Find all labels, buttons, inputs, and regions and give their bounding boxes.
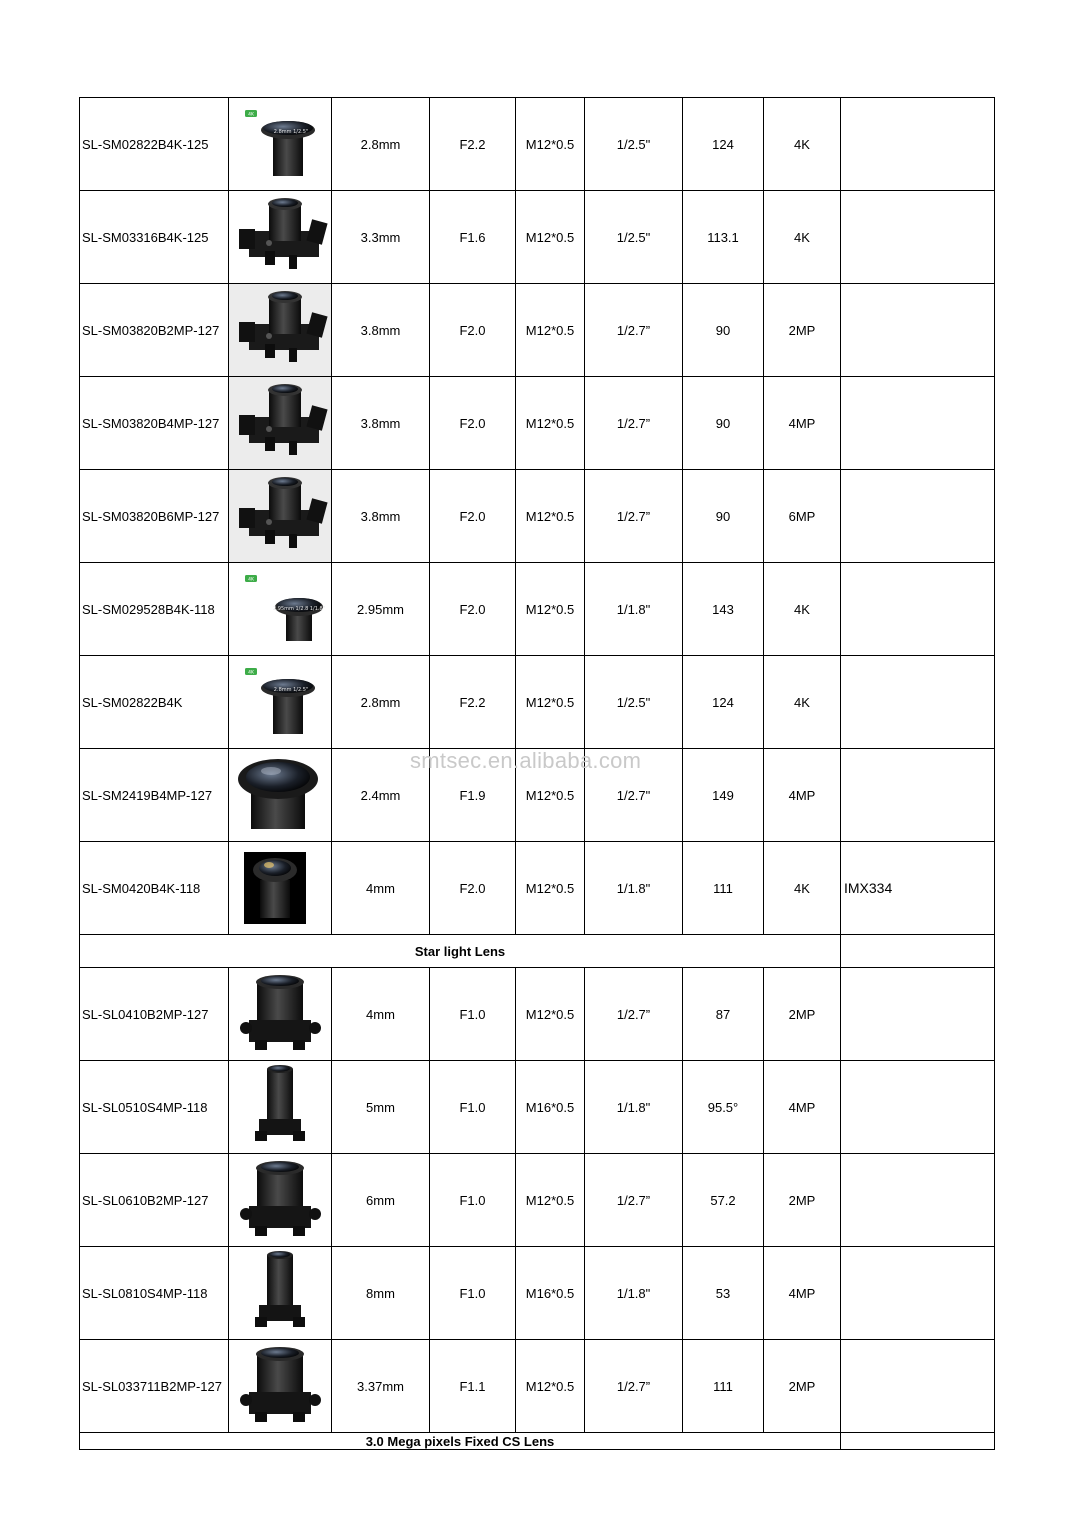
mount-cell: M12*0.5 xyxy=(516,1154,585,1247)
note-cell xyxy=(841,1061,995,1154)
angle-cell: 111 xyxy=(683,1340,764,1433)
aperture-cell: F2.0 xyxy=(430,563,516,656)
lens-wide-icon xyxy=(229,749,332,842)
focal-cell: 3.8mm xyxy=(332,284,430,377)
model-cell: SL-SM03820B4MP-127 xyxy=(80,377,229,470)
aperture-cell: F1.0 xyxy=(430,968,516,1061)
mount-cell: M16*0.5 xyxy=(516,1247,585,1340)
lens-holder-icon xyxy=(229,470,332,563)
table-row xyxy=(80,377,995,470)
svg-text:2.8mm 1/2.5": 2.8mm 1/2.5" xyxy=(273,687,309,693)
aperture-cell: F1.0 xyxy=(430,1061,516,1154)
aperture-cell: F1.1 xyxy=(430,1340,516,1433)
note-cell xyxy=(841,563,995,656)
starlight-long-lens-icon xyxy=(229,1061,332,1154)
resolution-cell: 4MP xyxy=(764,749,841,842)
lens-badged-icon xyxy=(229,98,332,191)
sensor-cell: 1/2.7” xyxy=(585,1340,683,1433)
lens-holder-icon xyxy=(229,191,332,284)
resolution-cell: 2MP xyxy=(764,284,841,377)
starlight-lens-icon xyxy=(229,968,332,1061)
section-title: 3.0 Mega pixels Fixed CS Lens xyxy=(80,1433,841,1450)
svg-text:2.95mm 1/2.8 1/1.8": 2.95mm 1/2.8 1/1.8" xyxy=(273,606,325,612)
aperture-cell: F2.0 xyxy=(430,842,516,935)
angle-cell: 57.2 xyxy=(683,1154,764,1247)
sensor-cell: 1/2.7" xyxy=(585,749,683,842)
resolution-cell: 4K xyxy=(764,656,841,749)
resolution-cell: 2MP xyxy=(764,1154,841,1247)
note-cell xyxy=(841,284,995,377)
lens-holder-icon xyxy=(229,377,332,470)
angle-cell: 124 xyxy=(683,656,764,749)
focal-cell: 3.37mm xyxy=(332,1340,430,1433)
angle-cell: 124 xyxy=(683,98,764,191)
focal-cell: 3.8mm xyxy=(332,470,430,563)
table-row xyxy=(80,1247,995,1340)
angle-cell: 95.5° xyxy=(683,1061,764,1154)
focal-cell: 2.8mm xyxy=(332,656,430,749)
model-cell: SL-SM02822B4K-125 xyxy=(80,98,229,191)
sensor-cell: 1/2.7” xyxy=(585,470,683,563)
table-row xyxy=(80,842,995,935)
table-row xyxy=(80,656,995,749)
aperture-cell: F1.0 xyxy=(430,1247,516,1340)
lens-fisheye-badged-icon xyxy=(229,563,332,656)
model-cell: SL-SL0610B2MP-127 xyxy=(80,1154,229,1247)
focal-cell: 6mm xyxy=(332,1154,430,1247)
sensor-cell: 1/1.8" xyxy=(585,1247,683,1340)
mount-cell: M12*0.5 xyxy=(516,563,585,656)
angle-cell: 90 xyxy=(683,284,764,377)
table-row xyxy=(80,98,995,191)
sensor-cell: 1/2.7” xyxy=(585,377,683,470)
section-empty-cell xyxy=(841,935,995,968)
sensor-cell: 1/1.8" xyxy=(585,1061,683,1154)
note-cell xyxy=(841,191,995,284)
svg-text:2.8mm 1/2.5": 2.8mm 1/2.5" xyxy=(273,129,309,135)
table-row xyxy=(80,191,995,284)
model-cell: SL-SL033711B2MP-127 xyxy=(80,1340,229,1433)
aperture-cell: F2.2 xyxy=(430,656,516,749)
mount-cell: M16*0.5 xyxy=(516,1061,585,1154)
sensor-cell: 1/2.5" xyxy=(585,98,683,191)
table-row xyxy=(80,1061,995,1154)
resolution-cell: 4MP xyxy=(764,377,841,470)
starlight-long-lens-icon xyxy=(229,1247,332,1340)
angle-cell: 113.1 xyxy=(683,191,764,284)
table-row xyxy=(80,1340,995,1433)
model-cell: SL-SL0410B2MP-127 xyxy=(80,968,229,1061)
note-cell xyxy=(841,377,995,470)
aperture-cell: F1.0 xyxy=(430,1154,516,1247)
model-cell: SL-SL0510S4MP-118 xyxy=(80,1061,229,1154)
watermark: smtsec.en.alibaba.com xyxy=(410,748,642,773)
mount-cell: M12*0.5 xyxy=(516,749,585,842)
angle-cell: 111 xyxy=(683,842,764,935)
section-empty-cell xyxy=(841,1433,995,1450)
note-cell xyxy=(841,1154,995,1247)
aperture-cell: F2.2 xyxy=(430,98,516,191)
note-cell xyxy=(841,1247,995,1340)
model-cell: SL-SM02822B4K xyxy=(80,656,229,749)
mount-cell: M12*0.5 xyxy=(516,656,585,749)
table-row xyxy=(80,470,995,563)
angle-cell: 143 xyxy=(683,563,764,656)
note-cell xyxy=(841,656,995,749)
mount-cell: M12*0.5 xyxy=(516,191,585,284)
mount-cell: M12*0.5 xyxy=(516,377,585,470)
note-cell xyxy=(841,470,995,563)
aperture-cell: F2.0 xyxy=(430,284,516,377)
focal-cell: 3.8mm xyxy=(332,377,430,470)
focal-cell: 8mm xyxy=(332,1247,430,1340)
section-row xyxy=(80,935,995,968)
lens-holder-icon xyxy=(229,284,332,377)
focal-cell: 4mm xyxy=(332,968,430,1061)
focal-cell: 2.8mm xyxy=(332,98,430,191)
lens-badge: 4K xyxy=(248,112,254,118)
table-row xyxy=(80,284,995,377)
focal-cell: 3.3mm xyxy=(332,191,430,284)
note-cell xyxy=(841,749,995,842)
mount-cell: M12*0.5 xyxy=(516,1340,585,1433)
sensor-cell: 1/1.8" xyxy=(585,563,683,656)
sensor-cell: 1/2.5" xyxy=(585,191,683,284)
starlight-lens-icon xyxy=(229,1340,332,1433)
model-cell: SL-SM2419B4MP-127 xyxy=(80,749,229,842)
focal-cell: 2.4mm xyxy=(332,749,430,842)
focal-cell: 5mm xyxy=(332,1061,430,1154)
sensor-cell: 1/2.7” xyxy=(585,968,683,1061)
resolution-cell: 4MP xyxy=(764,1247,841,1340)
lens-dark-bg-icon xyxy=(229,842,332,935)
mount-cell: M12*0.5 xyxy=(516,968,585,1061)
angle-cell: 53 xyxy=(683,1247,764,1340)
focal-cell: 4mm xyxy=(332,842,430,935)
lens-badged-icon xyxy=(229,656,332,749)
sensor-cell: 1/2.7” xyxy=(585,1154,683,1247)
focal-cell: 2.95mm xyxy=(332,563,430,656)
resolution-cell: 6MP xyxy=(764,470,841,563)
table-row xyxy=(80,968,995,1061)
aperture-cell: F1.9 xyxy=(430,749,516,842)
lens-badge: 4K xyxy=(248,577,254,583)
resolution-cell: 2MP xyxy=(764,968,841,1061)
model-cell: SL-SM03316B4K-125 xyxy=(80,191,229,284)
aperture-cell: F2.0 xyxy=(430,470,516,563)
resolution-cell: 4K xyxy=(764,191,841,284)
model-cell: SL-SM029528B4K-118 xyxy=(80,563,229,656)
section-row xyxy=(80,1433,995,1450)
note-cell xyxy=(841,968,995,1061)
sensor-cell: 1/2.7” xyxy=(585,284,683,377)
starlight-lens-icon xyxy=(229,1154,332,1247)
section-title: Star light Lens xyxy=(80,935,841,968)
table-row xyxy=(80,1154,995,1247)
sensor-cell: 1/1.8" xyxy=(585,842,683,935)
mount-cell: M12*0.5 xyxy=(516,470,585,563)
resolution-cell: 4K xyxy=(764,98,841,191)
resolution-cell: 4K xyxy=(764,563,841,656)
model-cell: SL-SM0420B4K-118 xyxy=(80,842,229,935)
aperture-cell: F1.6 xyxy=(430,191,516,284)
resolution-cell: 4K xyxy=(764,842,841,935)
mount-cell: M12*0.5 xyxy=(516,284,585,377)
lens-badge: 4K xyxy=(248,670,254,676)
model-cell: SL-SL0810S4MP-118 xyxy=(80,1247,229,1340)
aperture-cell: F2.0 xyxy=(430,377,516,470)
table-row xyxy=(80,563,995,656)
angle-cell: 87 xyxy=(683,968,764,1061)
model-cell: SL-SM03820B6MP-127 xyxy=(80,470,229,563)
angle-cell: 149 xyxy=(683,749,764,842)
note-cell xyxy=(841,1340,995,1433)
note-cell: IMX334 xyxy=(841,842,995,935)
sensor-cell: 1/2.5" xyxy=(585,656,683,749)
mount-cell: M12*0.5 xyxy=(516,842,585,935)
resolution-cell: 2MP xyxy=(764,1340,841,1433)
resolution-cell: 4MP xyxy=(764,1061,841,1154)
note-cell xyxy=(841,98,995,191)
mount-cell: M12*0.5 xyxy=(516,98,585,191)
angle-cell: 90 xyxy=(683,470,764,563)
model-cell: SL-SM03820B2MP-127 xyxy=(80,284,229,377)
angle-cell: 90 xyxy=(683,377,764,470)
